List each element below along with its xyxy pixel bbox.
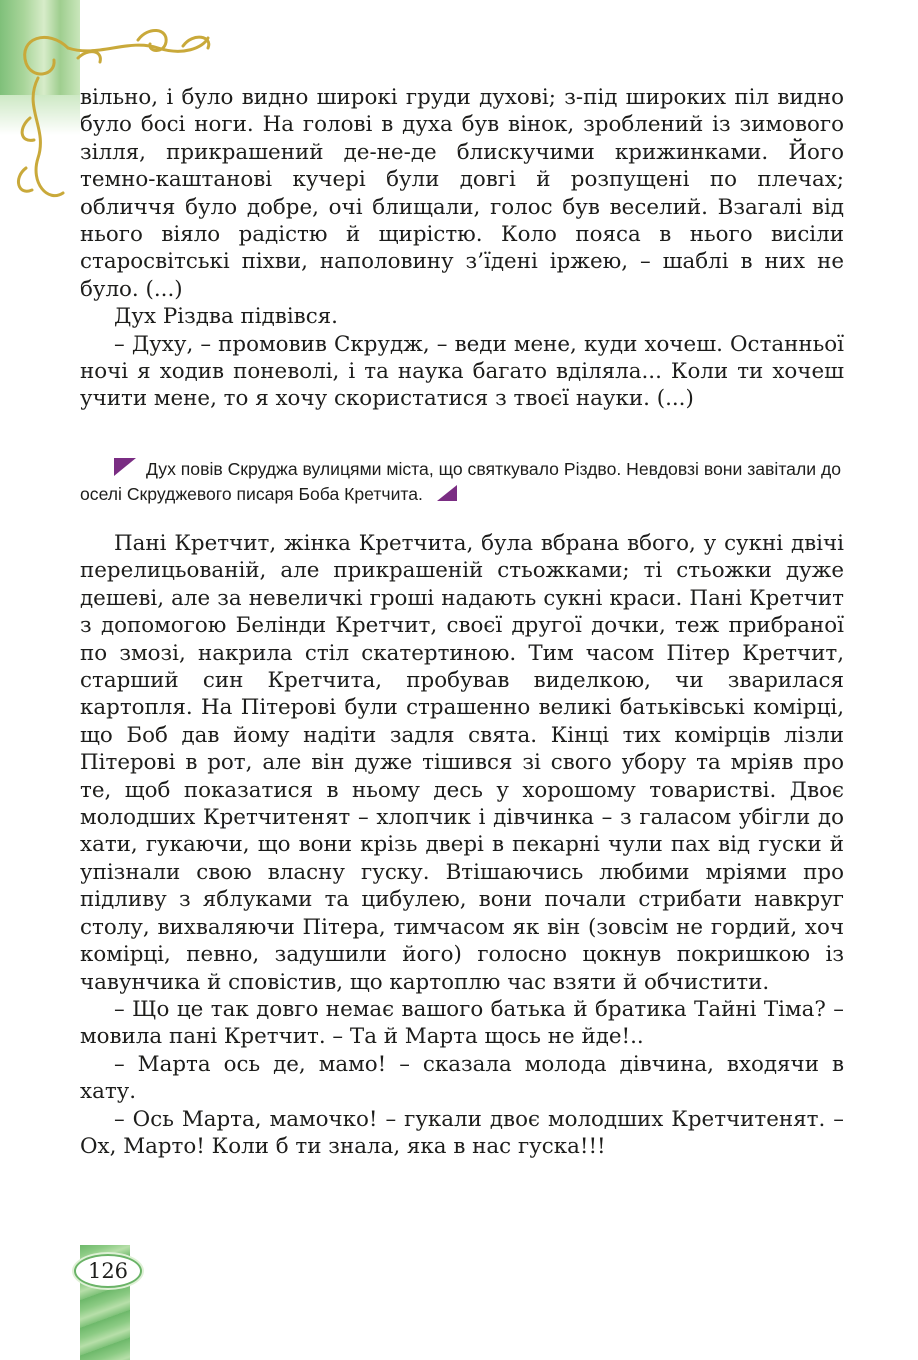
note-text: Дух повів Скруджа вулицями міста, що святкувало Різдво. Невдовзі вони завітали до оселі Скруджевого писаря Боба Кретчита.: [80, 459, 841, 504]
triangle-marker-end-icon: [437, 485, 457, 501]
paragraph: – Що це так довго немає вашого батька й братика Тайні Тіма? – мовила пані Кретчит. – Та й Марта щось не йде!..: [80, 996, 844, 1050]
paragraph: – Марта ось де, мамо! – сказала молода дівчина, входячи в хату.: [80, 1051, 844, 1105]
body-text-bottom: [80, 530, 844, 1160]
body-text-top: [80, 84, 844, 413]
narrative-note: [80, 457, 844, 507]
page-number: 126: [74, 1254, 142, 1288]
triangle-marker-start-icon: [114, 458, 136, 476]
paragraph: вільно, і було видно широкі груди духові; з-під широких піл видно було босі ноги. На голові в духа був вінок, зроблений із зимового зілля, прикрашений де-не-де блискучими крижинками. Його темно-каштанові кучері були довгі й розпущені по плечах; обличчя було добре, очі блищали, голос був веселий. Взагалі від нього віяло радістю й щирістю. Коло пояса в нього висіли старосвітські піхви, наполовину з’їдені іржею, – шаблі в них не було. (...): [80, 85, 844, 302]
paragraph: Пані Кретчит, жінка Кретчита, була вбрана вбого, у сукні двічі перелицьованій, але прикрашеній стьожками; ті стьожки дуже дешеві, але за невеличкі гроші надають сукні краси. Пані Кретчит з допомогою Белінди Кретчит, своєї другої дочки, теж прибраної по змозі, накрила стіл скатертиною. Тим часом Пітер Кретчит, старший син Кретчита, пробував виделкою, чи зварилася картопля. На Пітерові були страшенно великі батьківські комірці, що Боб дав йому надіти задля свята. Кінці тих комірців лізли Пітерові в рот, але він дуже тішився зі свого убору та мріяв про те, щоб показатися в ньому десь у хорошому товаристві. Двоє молодших Кретчитенят – хлопчик і дівчинка – з галасом убігли до хати, гукаючи, що вони крізь двері в пекарні чули пах від гуски й упізнали свою власну гуску. Втішаючись любими мріями про підливу з яблуками та цибулею, вони почали стрибати навкруг столу, вихваляючи Пітера, тимчасом як він (зовсім не гордий, хоч комірці, певно, задушили його) голосно цокнув покришкою із чавунчика й сповістив, що картоплю час взяти й обчистити.: [80, 531, 844, 995]
paragraph: Дух Різдва підвівся.: [114, 304, 338, 330]
paragraph: – Духу, – промовив Скрудж, – веди мене, куди хочеш. Останньої ночі я ходив поневолі, і та наука багато вділяла... Коли ти хочеш учити мене, то я хочу скористатися з твоєї науки. (...): [80, 331, 844, 412]
paragraph: – Ось Марта, мамочко! – гукали двоє молодших Кретчитенят. – Ох, Марто! Коли б ти знала, яка в нас гуска!!!: [80, 1106, 844, 1159]
